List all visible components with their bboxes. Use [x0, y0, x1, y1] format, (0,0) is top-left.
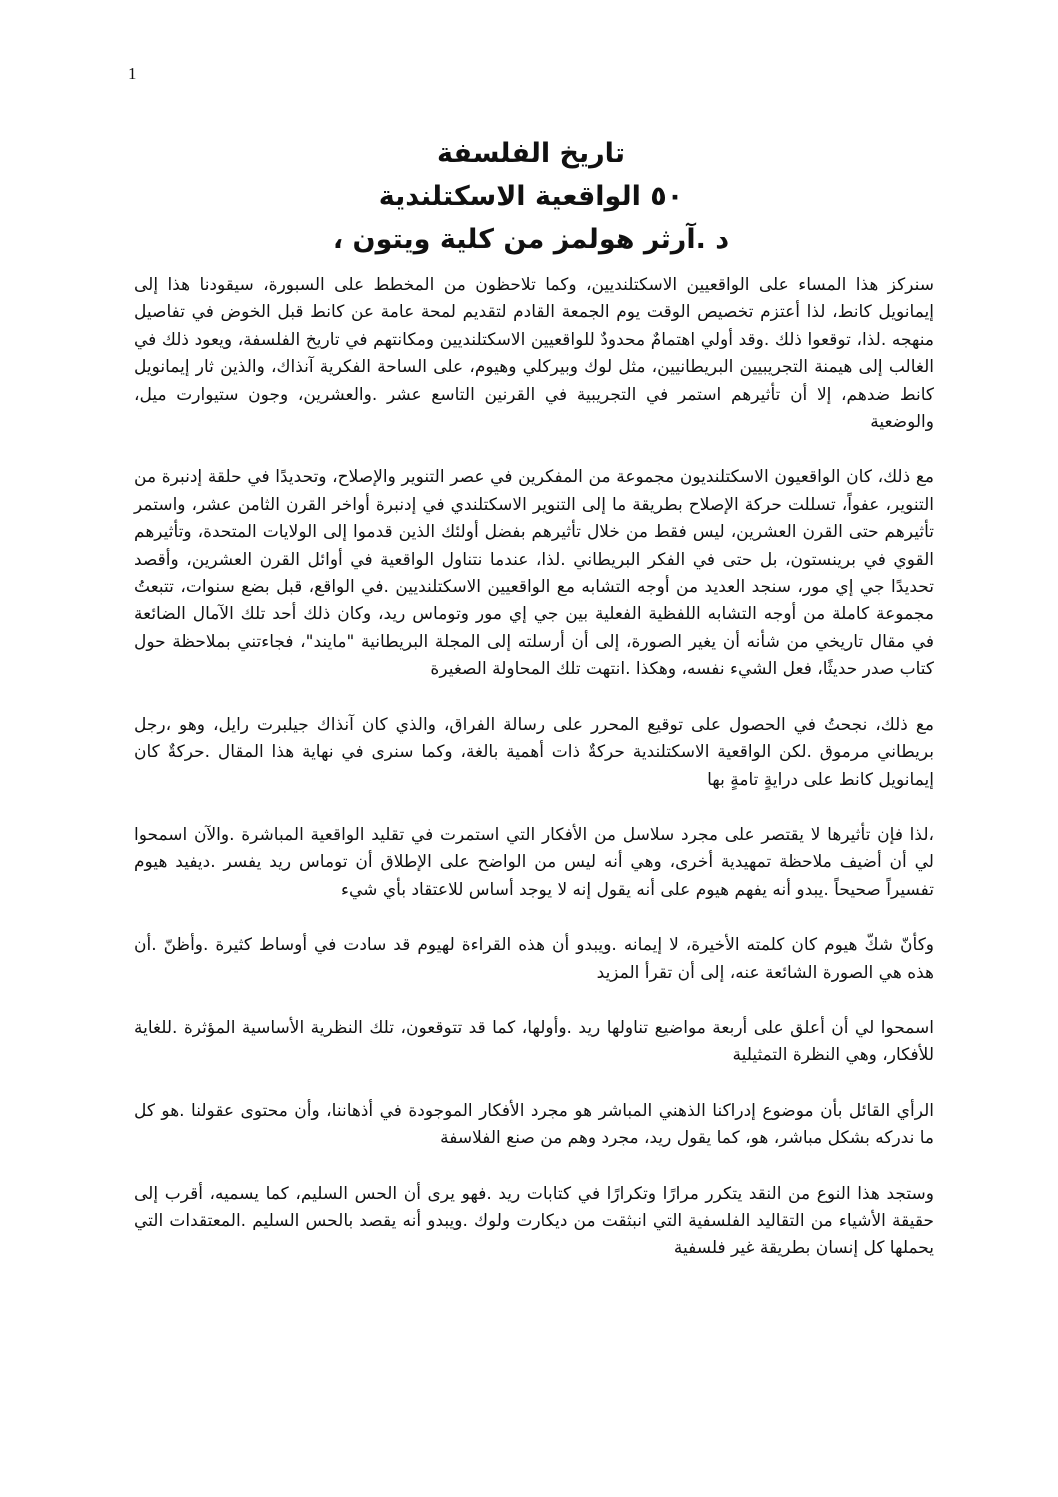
paragraph: وستجد هذا النوع من النقد يتكرر مرارًا وتكرارًا في كتابات ريد .فهو يرى أن الحس السليم، كما يسميه، أقرب إلى حقيقة الأشياء من التقاليد الفلسفية التي انبثقت من ديكارت ولوك .ويبدو أنه يقصد بالحس السليم .المعتقدات التي يحملها كل إنسان بطريقة غير فلسفية	[134, 1183, 934, 1259]
paragraph: الرأي القائل بأن موضوع إدراكنا الذهني المباشر هو مجرد الأفكار الموجودة في أذهاننا، وأن محتوى عقولنا .هو كل ما ندركه بشكل مباشر، هو، كما يقول ريد، مجرد وهم من صنع الفلاسفة	[134, 1100, 934, 1149]
title-lecture: ٥٠ الواقعية الاسكتلندية	[378, 181, 684, 212]
title-lecturer: د .آرثر هولمز من كلية ويتون ،	[332, 224, 730, 255]
paragraph: وكأنّ شكّ هيوم كان كلمته الأخيرة، لا إيمانه .ويبدو أن هذه القراءة لهيوم قد سادت في أوساط كثيرة .وأظنّ .أن هذه هي الصورة الشائعة عنه، إلى أن تقرأ المزيد	[134, 935, 934, 983]
paragraph: ،لذا فإن تأثيرها لا يقتصر على مجرد سلاسل من الأفكار التي استمرت في تقليد الواقعية المباشرة .والآن اسمحوا لي أن أضيف ملاحظة تمهيدية أخرى، وهي أنه ليس من الواضح على الإطلاق أن توماس ريد يفسر .ديفيد هيوم تفسيراً صحيحاً .يبدو أنه يفهم هيوم على أنه يقول إنه لا يوجد أساس للاعتقاد بأي شيء	[134, 824, 934, 900]
title-course: تاريخ الفلسفة	[437, 138, 625, 169]
document-title	[130, 132, 932, 261]
page-number: 1	[128, 64, 137, 83]
paragraph: مع ذلك، نجحتُ في الحصول على توقيع المحرر على رسالة الفراق، والذي كان آنذاك جيلبرت رايل، وهو ،رجل بريطاني مرموق .لكن الواقعية الاسكتلندية حركةٌ ذات أهمية بالغة، وكما سنرى في نهاية هذا المقال .حركةٌ كان إيمانويل كانط على درايةٍ تامةٍ بها	[134, 714, 934, 790]
body-text	[134, 272, 934, 1291]
paragraph: اسمحوا لي أن أعلق على أربعة مواضيع تناولها ريد .وأولها، كما قد تتوقعون، تلك النظرية الأساسية المؤثرة .للغاية للأفكار، وهي النظرة التمثيلية	[134, 1017, 934, 1066]
paragraph: مع ذلك، كان الواقعيون الاسكتلنديون مجموعة من المفكرين في عصر التنوير والإصلاح، وتحديدًا في حلقة إدنبرة من التنوير، عفواً، تسللت حركة الإصلاح بطريقة ما إلى التنوير الاسكتلندي في إدنبرة أواخر القرن الثامن عشر، واستمر تأثيرهم حتى القرن العشرين، ليس فقط من خلال تأثيرهم بفضل أولئك الذين قدموا إلى الولايات المتحدة، وتأثيرهم القوي في برينستون، بل حتى في الفكر البريطاني .لذا، عندما نتناول الواقعية في أوائل القرن العشرين، وأقصد تحديدًا جي إي مور، سنجد العديد من أوجه التشابه مع الواقعيين الاسكتلنديين .في الواقع، قبل بضع سنوات، تتبعتُ مجموعة كاملة من أوجه التشابه اللفظية الفعلية بين جي إي مور وتوماس ريد، وكان ذلك أحد تلك الآمال الضائعة في مقال تاريخي من شأنه أن يغير الصورة، إلى أن أرسلته إلى المجلة البريطانية "مايند"، فجاءتني بملاحظة حول كتاب صدر حديثًا، فعل الشيء نفسه، وهكذا .انتهت تلك المحاولة الصغيرة	[134, 467, 934, 680]
paragraph: سنركز هذا المساء على الواقعيين الاسكتلنديين، وكما تلاحظون من المخطط على السبورة، سيقودنا هذا إلى إيمانويل كانط، لذا أعتزم تخصيص الوقت يوم الجمعة القادم لتقديم لمحة عامة عن كانط قبل الخوض في تفاصيل منهجه .لذا، توقعوا ذلك .وقد أولي اهتمامٌ محدودٌ للواقعيين الاسكتلنديين ومكانتهم في تاريخ الفلسفة، ويعود ذلك في الغالب إلى هيمنة التجريبيين البريطانيين، مثل لوك وبيركلي وهيوم، على الساحة الفكرية آنذاك، والذين ثار إيمانويل كانط ضدهم، إلا أن تأثيرهم استمر في التجريبية في القرنين التاسع عشر .والعشرين، وجون ستيوارت ميل، والوضعية	[134, 275, 934, 433]
